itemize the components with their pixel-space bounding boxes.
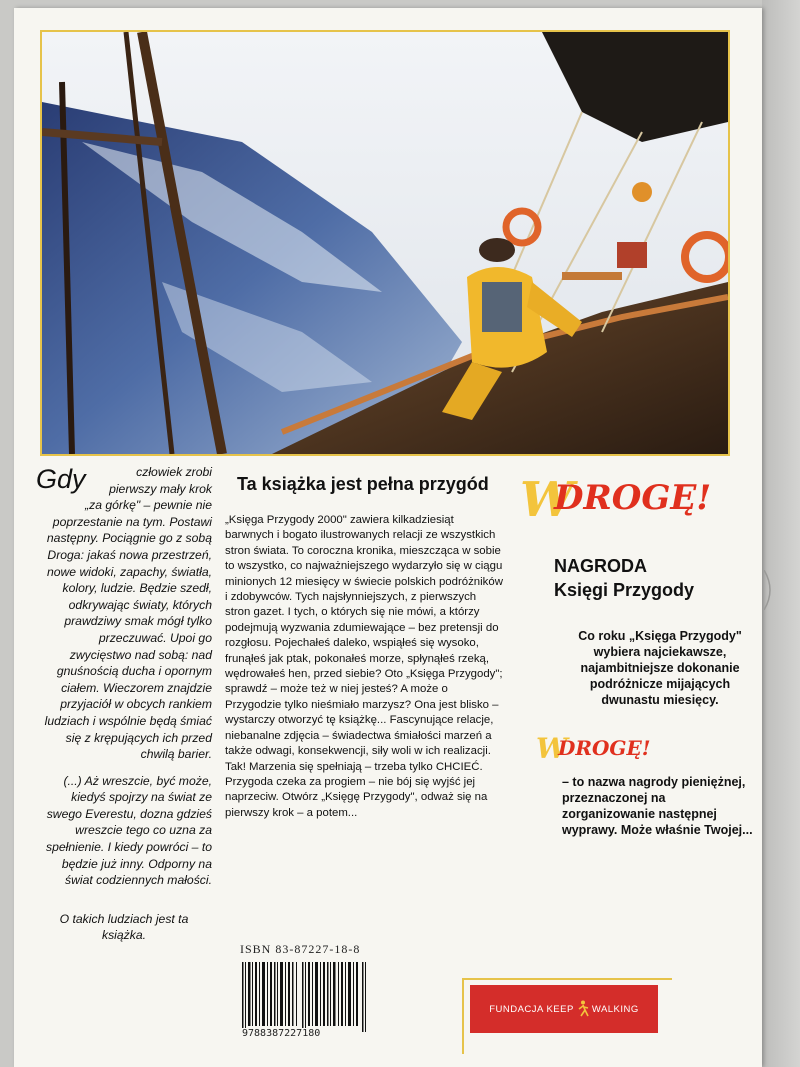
intro-dropcap: Gdy	[36, 464, 86, 494]
description-column	[225, 474, 503, 821]
award-column	[514, 474, 754, 838]
logo-small-text: DROGĘ!	[558, 736, 651, 760]
award-description: Co roku „Księga Przygody" wybiera najciekawsze, najambitniejsze dokonanie podróżnicze mijających dwunastu miesięcy.	[578, 629, 742, 707]
logo-text: DROGĘ!	[554, 478, 712, 518]
sailing-photo-illustration	[42, 32, 728, 454]
striding-man-icon	[576, 1000, 590, 1018]
intro-closing: O takich ludziach jest ta książka.	[59, 911, 189, 943]
foundation-name-left: FUNDACJA KEEP	[489, 1003, 574, 1015]
award-title-line1: NAGRODA	[554, 556, 647, 576]
award-prize-description: – to nazwa nagrody pieniężnej, przeznaczonej na zorganizowanie następnej wyprawy. Może właśnie Twojej...	[562, 775, 753, 837]
barcode-number: 9788387227180	[242, 1028, 321, 1039]
award-title-line2: Księgi Przygody	[554, 580, 695, 600]
foundation-badge	[470, 985, 658, 1033]
intro-column	[36, 464, 212, 954]
cover-photo-sailing	[40, 30, 730, 456]
intro-paragraph-1: człowiek zrobi pierwszy mały krok „za górkę" – pewnie nie poprzestanie na tym. Postawi następny. Pociągnie go z sobą Droga: jakaś nowa przestrzeń, nowe widoki, zapachy, światła, kolory, ludzie. Będzie szedł, odkrywając światy, których prawdziwy smak mógł tylko przeczuwać. Upoi go zwycięstwo nad sobą: nad gnuśnością ducha i opornym ciałem. Wieczorem znajdzie przyjaciół w obcych rankiem ludziach i wspólnie będą śmiać się z krępujących ich przed chwilą barier.	[44, 465, 212, 762]
w-droge-logo	[514, 472, 754, 528]
foundation-name-right: WALKING	[591, 1003, 639, 1015]
intro-paragraph-2: (...) Aż wreszcie, być może, kiedyś spojrzy na świat ze swego Everestu, dozna gdzieś wreszcie tego co uzna za spełnienie. I kiedy powróci – to będzie już inny. Odporny na świat codziennych małości.	[46, 773, 212, 888]
description-heading: Ta książka jest pełna przygód	[237, 474, 489, 494]
logo-w-letter: W	[520, 472, 574, 528]
cover-edge-dent	[764, 570, 784, 610]
award-title	[554, 554, 754, 602]
logo-small-w-letter: W	[536, 732, 568, 765]
description-body: „Księga Przygody 2000" zawiera kilkadziesiąt barwnych i bogato ilustrowanych relacji ze wszystkich stron świata. To coroczna kronika, mieszcząca w sobie to wszystko, co najważniejszego wydarzyło się w ciągu minionych 12 miesięcy w świecie polskich podróżników i zdobywców. Tych najsłynniejszych, z pierwszych stron gazet. I tych, o których się nie mówi, a którzy podejmują wyzwania zdumiewające – bez pretensji do rozgłosu. Pojechałeś daleko, wspiąłeś się wysoko, frunąłeś jak ptak, pokonałeś morze, spłynąłeś rzeką, wędrowałeś hen, przed siebie? Oto „Księga Przygody"; sprawdź – może też w niej jesteś? A może o Przygodzie tylko nieśmiało marzysz? Ona jest blisko – wystarczy otworzyć tę książkę... Fascynujące relacje, niebanalne zdjęcia – świadectwa śmiałości marzeń a także odwagi, konsekwencji, siły woli w ich realizacji. Tak! Marzenia się spełniają – trzeba tylko CHCIEĆ. Przygoda czeka za progiem – nie bój się wyjść jej naprzeciw. Otwórz „Księgę Przygody", odważ się na pierwszy krok – a potem...	[225, 514, 503, 819]
page-background-right	[762, 0, 800, 1067]
w-droge-logo-small	[514, 732, 754, 766]
isbn-label: ISBN 83-87227-18-8	[240, 942, 361, 956]
